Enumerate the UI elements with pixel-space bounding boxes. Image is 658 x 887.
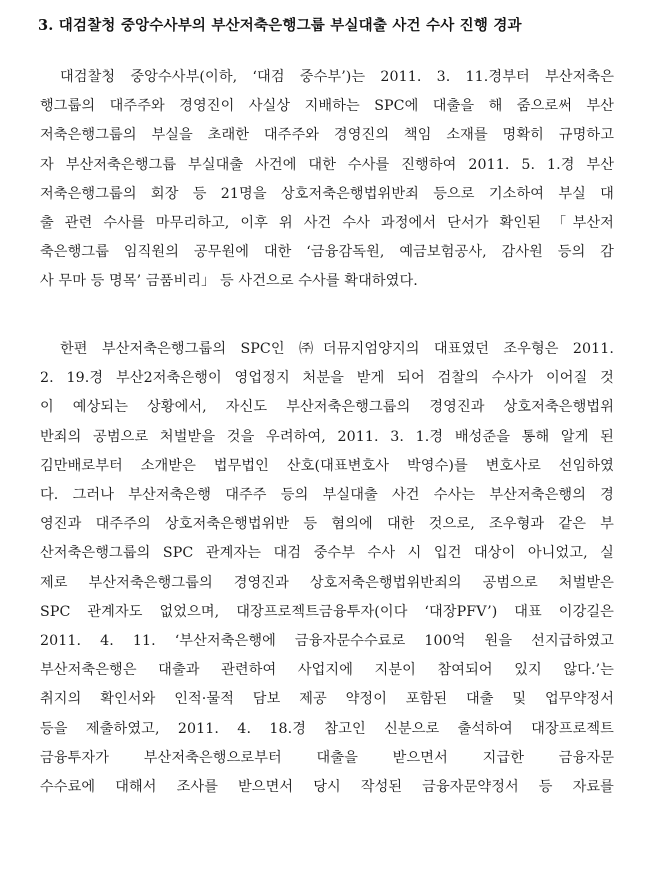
text-line: 한편 부산저축은행그룹의 SPC인 ㈜더뮤지엄양지의 대표였던 조우형은 2011. xyxy=(60,341,614,357)
text-line: 다. 그러나 부산저축은행 대주주 등의 부실대출 사건 수사는 부산저축은행의 경 xyxy=(40,487,614,503)
text-line: 반죄의 공범으로 처벌받을 것을 우려하여, 2011. 3. 1.경 배성준을 통해 알게 된 xyxy=(40,428,614,445)
text-line: 부산저축은행은 대출과 관련하여 사업지에 지분이 참여되어 있지 않다.’는 xyxy=(40,662,614,679)
text-line: 김만배로부터 소개받은 법무법인 산호(대표변호사 박영수)를 변호사로 선임하였 xyxy=(40,457,614,474)
text-line: 2011. 4. 11. ‘부산저축은행에 금융자문수수료로 100억 원을 선지급하였고 xyxy=(40,633,614,649)
text-line: 자 부산저축은행그룹 부실대출 사건에 대한 수사를 진행하여 2011. 5. 1.경 부산 xyxy=(40,156,614,173)
text-line: 산저축은행그룹의 SPC 관계자는 대검 중수부 수사 시 입건 대상이 아니었고, 실 xyxy=(40,545,614,562)
text-line: 출 관련 수사를 마무리하고, 이후 위 사건 수사 과정에서 단서가 확인된 「부산저 xyxy=(40,215,614,231)
text-line: 등을 제출하였고, 2011. 4. 18.경 참고인 신분으로 출석하여 대장프로젝트 xyxy=(40,720,614,737)
text-line: 저축은행그룹의 회장 등 21명을 상호저축은행법위반죄 등으로 기소하여 부실 대 xyxy=(40,185,614,202)
text-line: 수수료에 대해서 조사를 받으면서 당시 작성된 금융자문약정서 등 자료를 xyxy=(40,779,614,795)
text-line: 금융투자가 부산저축은행으로부터 대출을 받으면서 지급한 금융자문 xyxy=(40,749,614,766)
text-line: 저축은행그룹의 부실을 초래한 대주주와 경영진의 책임 소재를 명확히 규명하고 xyxy=(40,127,614,144)
text-line: 취지의 확인서와 인적·물적 담보 제공 약정이 포함된 대출 및 업무약정서 xyxy=(40,691,614,708)
text-line: 대검찰청 중앙수사부(이하, ‘대검 중수부’)는 2011. 3. 11.경부터 부산저축은 xyxy=(60,69,614,85)
text-line: 2. 19.경 부산2저축은행이 영업정지 처분을 받게 되어 검찰의 수사가 이어질 것 xyxy=(40,370,614,387)
text-line: 축은행그룹 임직원의 공무원에 대한 ‘금융감독원, 예금보험공사, 감사원 등의 감 xyxy=(40,244,614,261)
text-line: SPC 관계자도 없었으며, 대장프로젝트금융투자(이다 ‘대장PFV’) 대표 이강길은 xyxy=(40,603,614,620)
text-line: 제로 부산저축은행그룹의 경영진과 상호저축은행법위반죄의 공범으로 처벌받은 xyxy=(40,574,614,591)
text-line: 사 무마 등 명목’ 금품비리」 등 사건으로 수사를 확대하였다. xyxy=(40,273,418,290)
text-line: 이 예상되는 상황에서, 자신도 부산저축은행그룹의 경영진과 상호저축은행법위 xyxy=(40,399,614,416)
text-line: 행그룹의 대주주와 경영진이 사실상 지배하는 SPC에 대출을 해 줌으로써 부산 xyxy=(40,98,614,115)
text-line: 영진과 대주주의 상호저축은행법위반 등 혐의에 대한 것으로, 조우형과 같은 부 xyxy=(40,516,614,533)
section-heading: 3. 대검찰청 중앙수사부의 부산저축은행그룹 부실대출 사건 수사 진행 경과 xyxy=(38,17,522,34)
